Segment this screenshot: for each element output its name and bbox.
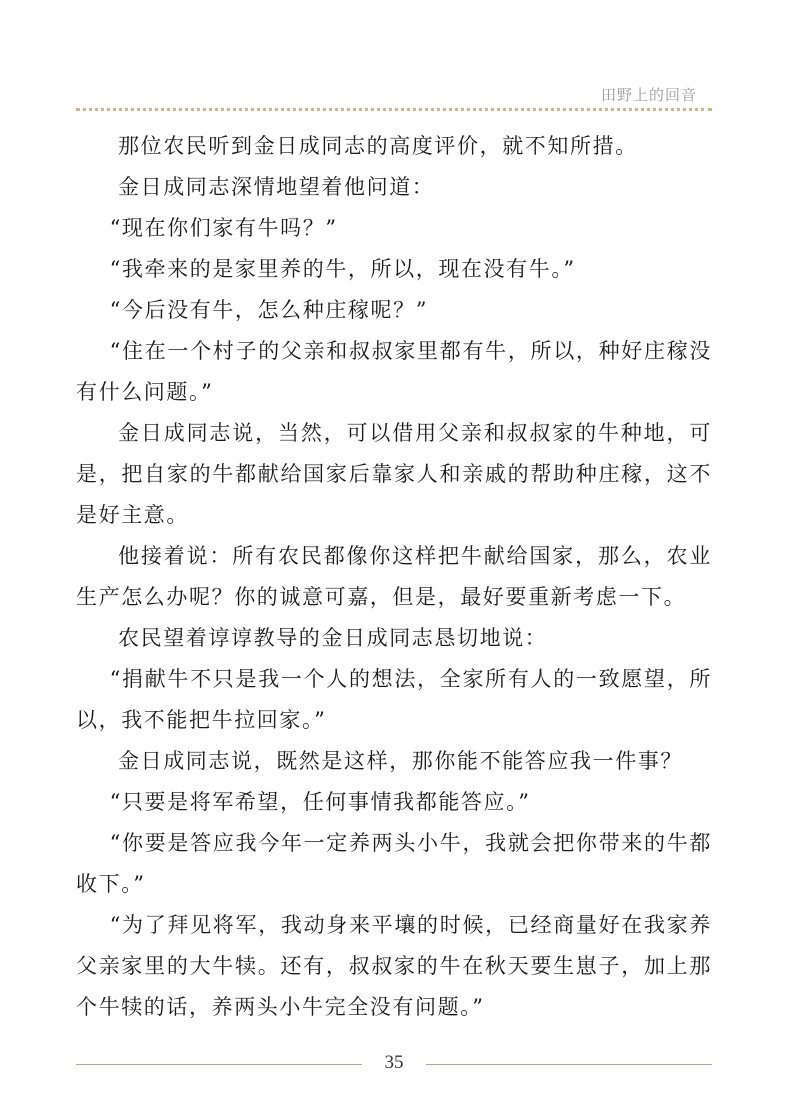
- paragraph: “住在一个村子的父亲和叔叔家里都有牛，所以，种好庄稼没有什么问题。”: [76, 339, 712, 404]
- text-body: [76, 126, 712, 1028]
- paragraph: “现在你们家有牛吗？”: [109, 216, 338, 240]
- paragraph: “我牵来的是家里养的牛，所以，现在没有牛。”: [109, 257, 576, 281]
- paragraph: 他接着说：所有农民都像你这样把牛献给国家，那么，农业生产怎么办呢？你的诚意可嘉，但是，最好要重新考虑一下。: [76, 544, 712, 609]
- paragraph: “捐献牛不只是我一个人的想法，全家所有人的一致愿望，所以，我不能把牛拉回家。”: [76, 667, 712, 732]
- footer-rule-left: [76, 1064, 362, 1065]
- footer-rule-right: [426, 1064, 712, 1065]
- paragraph: “为了拜见将军，我动身来平壤的时候，已经商量好在我家养父亲家里的大牛犊。还有，叔叔家的牛在秋天要生崽子，加上那个牛犊的话，养两头小牛完全没有问题。”: [76, 913, 712, 1019]
- page-footer: [76, 1052, 712, 1076]
- header-rule: [76, 108, 712, 111]
- paragraph: 金日成同志说，当然，可以借用父亲和叔叔家的牛种地，可是，把自家的牛都献给国家后靠家人和亲戚的帮助种庄稼，这不是好主意。: [76, 421, 712, 527]
- paragraph: 那位农民听到金日成同志的高度评价，就不知所措。: [118, 134, 638, 158]
- paragraph: 金日成同志深情地望着他问道：: [118, 175, 435, 199]
- paragraph: “今后没有牛，怎么种庄稼呢？”: [109, 298, 429, 322]
- paragraph: 农民望着谆谆教导的金日成同志恳切地说：: [118, 626, 548, 650]
- paragraph: “你要是答应我今年一定养两头小牛，我就会把你带来的牛都收下。”: [76, 831, 712, 896]
- paragraph: 金日成同志说，既然是这样，那你能不能答应我一件事？: [118, 749, 683, 773]
- page-number: 35: [384, 1052, 404, 1073]
- paragraph: “只要是将军希望，任何事情我都能答应。”: [109, 790, 531, 814]
- running-header: 田野上的回音: [600, 86, 697, 104]
